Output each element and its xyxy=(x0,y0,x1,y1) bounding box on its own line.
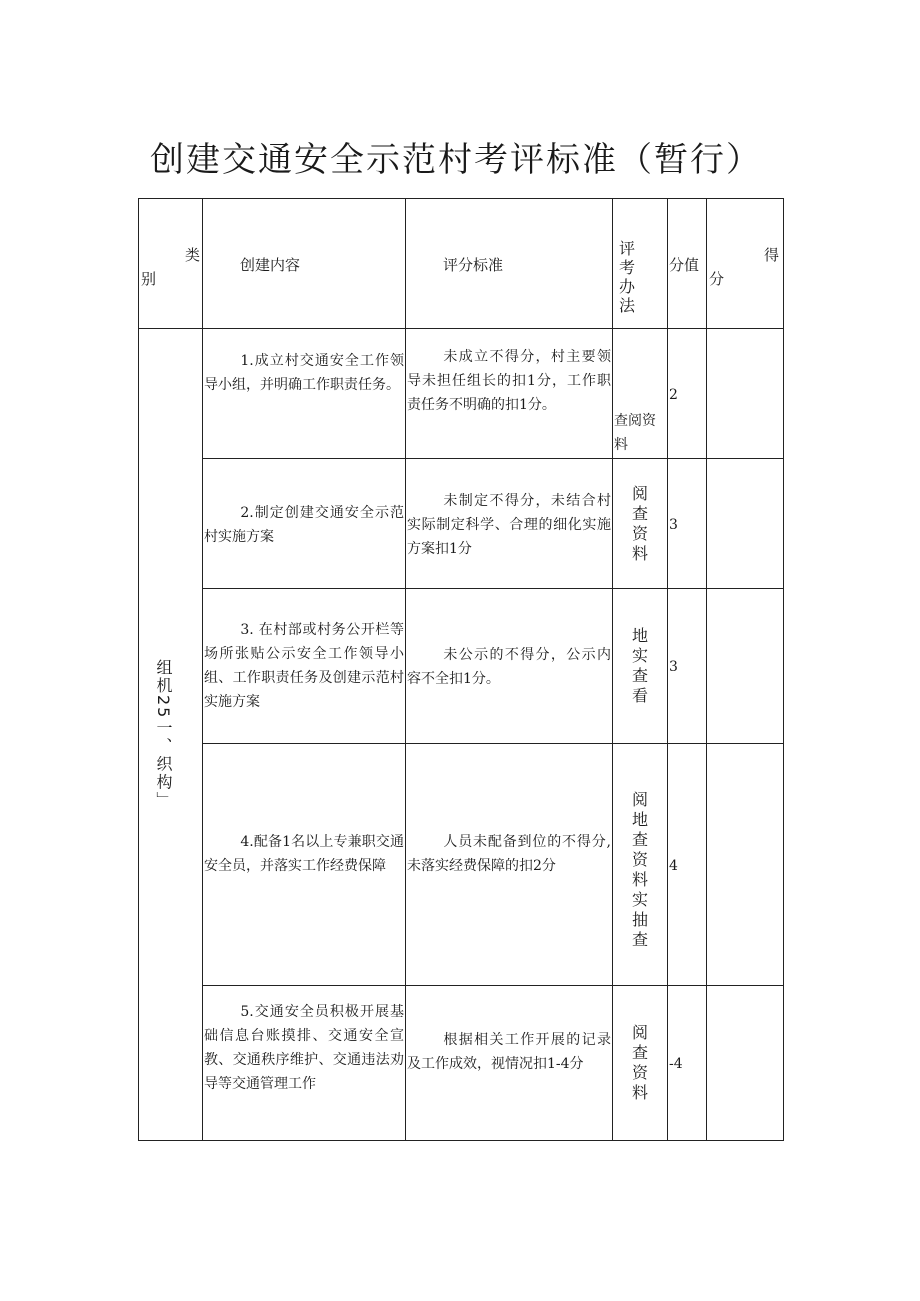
method-char: 料 xyxy=(631,543,648,563)
method-char: 实 xyxy=(631,889,648,909)
header-content-label: 创建内容 xyxy=(240,256,301,274)
method-char: 料 xyxy=(631,1083,648,1102)
method-char: 资 xyxy=(631,849,648,869)
standard-cell xyxy=(406,744,613,986)
content-cell xyxy=(203,329,406,459)
standard-text: 未公示的不得分，公示内容不全扣1分。 xyxy=(407,647,611,687)
standard-text: 人员未配备到位的不得分,未落实经费保障的扣2分 xyxy=(407,834,611,874)
score-cell xyxy=(668,986,707,1141)
content-text: 3. 在村部或村务公开栏等场所张贴公示安全工作领导小组、工作职责任务及创建示范村实施方案 xyxy=(204,622,404,710)
header-standard-label: 评分标准 xyxy=(443,256,504,274)
header-score xyxy=(668,199,707,329)
header-category-top: 类 xyxy=(184,246,200,264)
method-char: 实 xyxy=(631,646,648,665)
method-char: 地 xyxy=(631,809,648,829)
table-row xyxy=(139,744,784,986)
score-value: 2 xyxy=(669,387,678,403)
method-char: 查 xyxy=(631,666,648,685)
category-label: 组机25一、织构」 xyxy=(154,659,173,810)
method-char: 抽 xyxy=(631,909,648,929)
score-value: -4 xyxy=(669,1056,683,1072)
earned-cell xyxy=(707,329,784,459)
content-cell xyxy=(203,986,406,1141)
method-cell xyxy=(613,986,668,1141)
score-cell xyxy=(668,329,707,459)
method-char: 阅 xyxy=(631,483,648,503)
standard-cell xyxy=(406,459,613,589)
method-char: 看 xyxy=(631,686,648,705)
content-cell xyxy=(203,589,406,744)
score-value: 3 xyxy=(669,659,678,675)
header-category-bottom: 别 xyxy=(141,270,157,288)
evaluation-table xyxy=(138,198,784,1141)
standard-text: 未制定不得分，未结合村实际制定科学、合理的细化实施方案扣1分 xyxy=(407,493,611,557)
header-score-label: 分值 xyxy=(669,256,700,274)
method-char: 查 xyxy=(631,503,648,523)
category-cell xyxy=(139,329,203,1141)
standard-text: 未成立不得分，村主要领导未担任组长的扣1分，工作职责任务不明确的扣1分。 xyxy=(407,349,611,413)
header-method-char: 评 xyxy=(619,239,636,258)
content-text: 5.交通安全员积极开展基础信息台账摸排、交通安全宣教、交通秩序维护、交通违法劝导等交通管理工作 xyxy=(204,1004,404,1092)
method-char: 查 xyxy=(631,929,648,949)
standard-text: 根据相关工作开展的记录及工作成效，视情况扣1-4分 xyxy=(407,1032,611,1072)
method-char: 资 xyxy=(631,523,648,543)
method-cell xyxy=(613,329,668,459)
standard-cell xyxy=(406,986,613,1141)
header-content xyxy=(203,199,406,329)
standard-cell xyxy=(406,589,613,744)
header-method xyxy=(613,199,668,329)
score-value: 4 xyxy=(669,858,678,874)
method-text: 查阅资料 xyxy=(614,413,656,453)
header-earned xyxy=(707,199,784,329)
header-method-char: 法 xyxy=(619,296,636,315)
content-text: 2.制定创建交通安全示范村实施方案 xyxy=(204,505,404,545)
content-text: 4.配备1名以上专兼职交通安全员，并落实工作经费保障 xyxy=(204,834,404,874)
content-text: 1.成立村交通安全工作领导小组，并明确工作职责任务。 xyxy=(204,353,404,393)
method-char: 料 xyxy=(631,869,648,889)
header-method-char: 考 xyxy=(619,258,636,277)
table-row xyxy=(139,589,784,744)
page-title: 创建交通安全示范村考评标准（暂行） xyxy=(150,140,762,180)
method-char: 阅 xyxy=(631,789,648,809)
header-category xyxy=(139,199,203,329)
content-cell xyxy=(203,459,406,589)
method-char: 查 xyxy=(631,829,648,849)
table-row xyxy=(139,986,784,1141)
earned-cell xyxy=(707,744,784,986)
score-value: 3 xyxy=(669,517,678,533)
method-char: 查 xyxy=(631,1043,648,1062)
method-cell xyxy=(613,459,668,589)
method-char: 阅 xyxy=(631,1023,648,1042)
method-cell xyxy=(613,589,668,744)
header-earned-bottom: 分 xyxy=(709,270,725,288)
header-earned-top: 得 xyxy=(763,246,779,264)
score-cell xyxy=(668,589,707,744)
earned-cell xyxy=(707,459,784,589)
score-cell xyxy=(668,744,707,986)
table-row xyxy=(139,329,784,459)
earned-cell xyxy=(707,589,784,744)
earned-cell xyxy=(707,986,784,1141)
table-header-row xyxy=(139,199,784,329)
table-row xyxy=(139,459,784,589)
method-char: 地 xyxy=(631,626,648,645)
standard-cell xyxy=(406,329,613,459)
score-cell xyxy=(668,459,707,589)
method-cell xyxy=(613,744,668,986)
method-char: 资 xyxy=(631,1063,648,1082)
content-cell xyxy=(203,744,406,986)
header-standard xyxy=(406,199,613,329)
header-method-char: 办 xyxy=(619,277,636,296)
